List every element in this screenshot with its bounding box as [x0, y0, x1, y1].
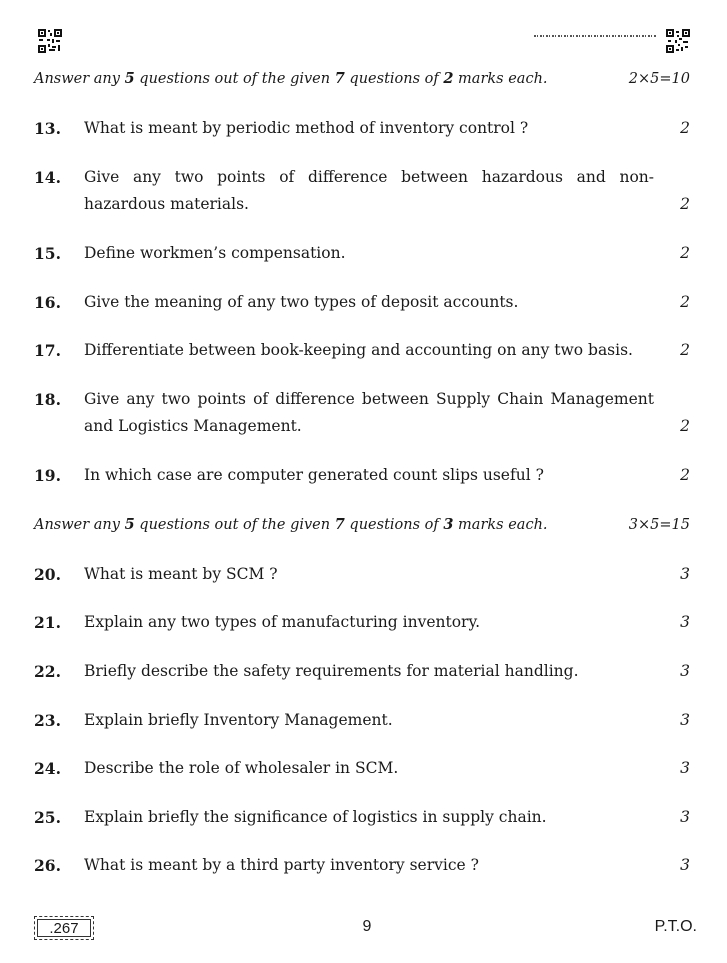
- question-number: 14.: [34, 168, 61, 187]
- question-text: Explain any two types of manufacturing inventory.: [84, 613, 481, 631]
- question-number: 13.: [34, 119, 61, 138]
- qr-code-icon: [38, 29, 62, 53]
- barcode-strip: [534, 35, 656, 38]
- question-marks: 2: [680, 293, 690, 311]
- question-marks: 2: [680, 119, 690, 137]
- page-number: 9: [362, 918, 372, 935]
- instruction-text: Answer any 5 questions out of the given 7 questions of 2 marks each.: [34, 70, 548, 87]
- question-text: Give any two points of difference between hazardous and non-hazardous materials.: [84, 168, 654, 213]
- question-number: 23.: [34, 711, 61, 730]
- paper-code-box: .267: [34, 916, 94, 940]
- qr-code-icon: [666, 29, 690, 53]
- marks-scheme: 3×5=15: [628, 517, 690, 533]
- question-text: What is meant by SCM ?: [84, 565, 278, 583]
- question-text: What is meant by periodic method of inventory control ?: [84, 119, 529, 137]
- pto-label: P.T.O.: [654, 918, 697, 935]
- question-marks: 3: [680, 759, 690, 777]
- question-marks: 3: [680, 662, 690, 680]
- question-number: 17.: [34, 341, 61, 360]
- question-text: Differentiate between book-keeping and accounting on any two basis.: [84, 341, 633, 359]
- question-text: Explain briefly Inventory Management.: [84, 711, 393, 729]
- question-text: What is meant by a third party inventory service ?: [84, 856, 479, 874]
- question-number: 25.: [34, 808, 61, 827]
- question-text: Briefly describe the safety requirements for material handling.: [84, 662, 579, 680]
- question-number: 21.: [34, 613, 61, 632]
- section-instruction: [34, 516, 690, 533]
- question-marks: 2: [680, 466, 690, 484]
- question-marks: 3: [680, 613, 690, 631]
- instruction-text: Answer any 5 questions out of the given 7 questions of 3 marks each.: [34, 516, 548, 533]
- question-number: 15.: [34, 244, 61, 263]
- question-number: 22.: [34, 662, 61, 681]
- question-marks: 2: [680, 244, 690, 262]
- question-number: 18.: [34, 390, 61, 409]
- question-marks: 3: [680, 565, 690, 583]
- question-marks: 2: [680, 341, 690, 359]
- question-marks: 3: [680, 711, 690, 729]
- question-text: Describe the role of wholesaler in SCM.: [84, 759, 399, 777]
- section-instruction: [34, 70, 690, 87]
- question-number: 24.: [34, 759, 61, 778]
- question-number: 20.: [34, 565, 61, 584]
- question-marks: 3: [680, 856, 690, 874]
- question-text: Define workmen’s compensation.: [84, 244, 346, 262]
- question-number: 16.: [34, 293, 61, 312]
- question-marks: 2: [680, 195, 690, 213]
- question-number: 19.: [34, 466, 61, 485]
- question-number: 26.: [34, 856, 61, 875]
- question-marks: 3: [680, 808, 690, 826]
- question-text: In which case are computer generated count slips useful ?: [84, 466, 544, 484]
- question-marks: 2: [680, 417, 690, 435]
- question-text: Give the meaning of any two types of deposit accounts.: [84, 293, 519, 311]
- marks-scheme: 2×5=10: [628, 71, 690, 87]
- question-text: Give any two points of difference between Supply Chain Management and Logistics Management.: [84, 390, 654, 435]
- question-text: Explain briefly the significance of logistics in supply chain.: [84, 808, 547, 826]
